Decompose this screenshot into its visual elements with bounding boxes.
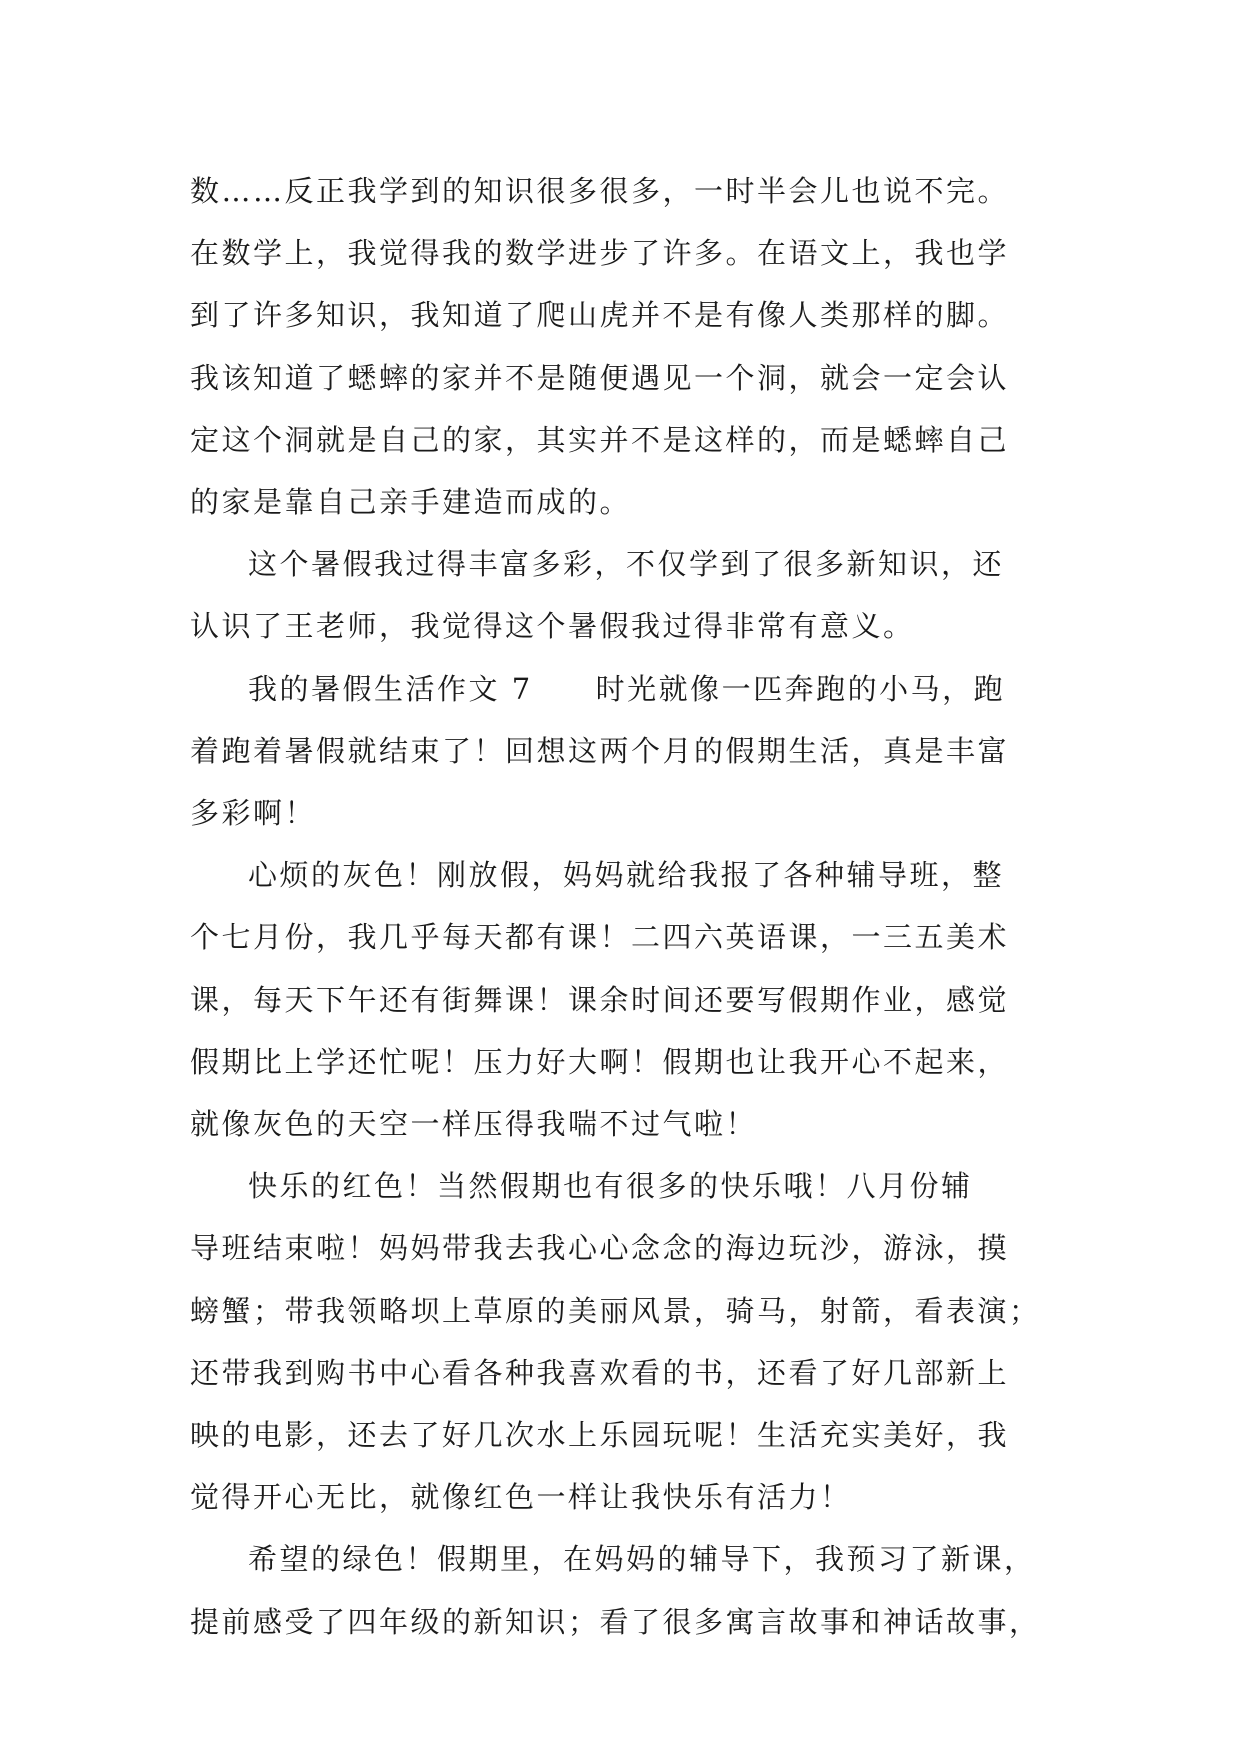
text-line: 的家是靠自己亲手建造而成的。 xyxy=(190,485,632,520)
paragraph-6 xyxy=(190,1528,1070,1652)
text-line: 导班结束啦！妈妈带我去我心心念念的海边玩沙，游泳，摸 xyxy=(190,1231,1010,1266)
text-line: 多彩啊！ xyxy=(190,796,317,831)
document-body xyxy=(190,160,1070,1653)
text-line: 个七月份，我几乎每天都有课！二四六英语课，一三五美术 xyxy=(190,920,1010,955)
text-line: 在数学上，我觉得我的数学进步了许多。在语文上，我也学 xyxy=(190,236,1010,271)
text-line: 快乐的红色！当然假期也有很多的快乐哦！八月份辅 xyxy=(248,1169,973,1204)
text-line: 着跑着暑假就结束了！回想这两个月的假期生活，真是丰富 xyxy=(190,733,1010,768)
text-line: 提前感受了四年级的新知识；看了很多寓言故事和神话故事， xyxy=(190,1604,1041,1639)
text-line: 觉得开心无比，就像红色一样让我快乐有活力！ xyxy=(190,1480,852,1515)
text-line: 这个暑假我过得丰富多彩，不仅学到了很多新知识，还 xyxy=(248,547,1005,582)
text-line: 映的电影，还去了好几次水上乐园玩呢！生活充实美好，我 xyxy=(190,1418,1010,1453)
paragraph-2 xyxy=(190,533,1070,657)
text-line: 我的暑假生活作文 7 时光就像一匹奔跑的小马，跑 xyxy=(248,671,1006,706)
paragraph-4 xyxy=(190,844,1070,1155)
text-line: 还带我到购书中心看各种我喜欢看的书，还看了好几部新上 xyxy=(190,1355,1010,1390)
text-line: 螃蟹；带我领略坝上草原的美丽风景，骑马，射箭，看表演； xyxy=(190,1293,1041,1328)
text-line: 心烦的灰色！刚放假，妈妈就给我报了各种辅导班，整 xyxy=(248,858,1005,893)
text-line: 课，每天下午还有街舞课！课余时间还要写假期作业，感觉 xyxy=(190,982,1010,1017)
text-line: 希望的绿色！假期里，在妈妈的辅导下，我预习了新课， xyxy=(248,1542,1036,1577)
text-line: 数……反正我学到的知识很多很多，一时半会儿也说不完。 xyxy=(190,174,1010,208)
text-line: 认识了王老师，我觉得这个暑假我过得非常有意义。 xyxy=(190,609,915,644)
paragraph-1 xyxy=(190,160,1070,533)
paragraph-5 xyxy=(190,1155,1070,1528)
text-line: 到了许多知识，我知道了爬山虎并不是有像人类那样的脚。 xyxy=(190,298,1010,333)
text-line: 定这个洞就是自己的家，其实并不是这样的，而是蟋蟀自己 xyxy=(190,422,1010,457)
paragraph-3 xyxy=(190,658,1070,845)
text-line: 假期比上学还忙呢！压力好大啊！假期也让我开心不起来， xyxy=(190,1044,1010,1079)
text-line: 我该知道了蟋蟀的家并不是随便遇见一个洞，就会一定会认 xyxy=(190,360,1010,395)
text-line: 就像灰色的天空一样压得我喘不过气啦！ xyxy=(190,1107,758,1142)
